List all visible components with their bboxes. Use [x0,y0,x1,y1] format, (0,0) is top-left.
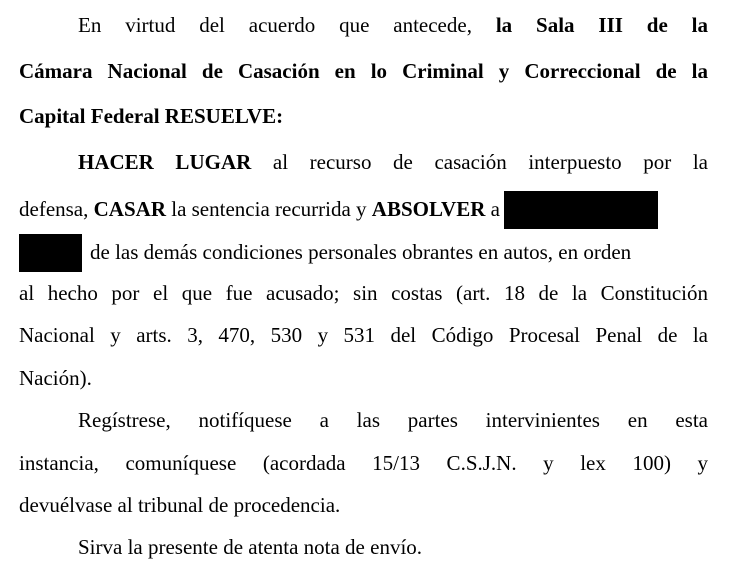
p3-line-3-text: devuélvase al tribunal de procedencia. [19,493,341,517]
p2-line-5 [19,320,708,350]
p4-line-1-text: Sirva la presente de atenta nota de envío. [78,535,423,559]
p2-line-2 [19,192,708,222]
p1-line-1-text: En virtud del acuerdo que antecede, [78,13,472,37]
p1-line-2 [19,56,708,86]
p2-line-2-b2: ABSOLVER [371,196,486,221]
p2-line-2-b1: CASAR [93,196,166,221]
p2-line-2-t2: la sentencia recurrida y [171,196,367,221]
p4-line-1 [19,532,708,562]
p1-line-2-bold: Cámara Nacional de Casación en lo Criminal y Correccional de la [19,59,708,83]
p1-line-3-bold: Capital Federal RESUELVE: [19,104,284,128]
p2-line-1-bold: HACER LUGAR [78,150,252,174]
redaction-block-name-first [504,191,658,229]
p1-line-1 [19,10,708,40]
p2-line-6-text: Nación). [19,366,92,390]
redaction-block-name-second [19,234,82,272]
p1-line-3 [19,101,708,131]
p2-line-5-text: Nacional y arts. 3, 470, 530 y 531 del Código Procesal Penal de la [19,323,708,347]
p3-line-2 [19,448,708,478]
p2-line-4 [19,278,708,308]
p3-line-3 [19,490,708,520]
p2-line-2-t3: a [490,196,500,221]
p2-line-3 [19,235,708,265]
p2-line-2-t1: defensa, [19,196,89,221]
p2-line-1-text: al recurso de casación interpuesto por la [272,150,709,174]
p2-line-1 [19,147,708,177]
p3-line-1 [19,405,708,435]
p1-line-1-bold: la Sala III de la [495,13,708,37]
p2-line-6 [19,363,708,393]
p2-line-3-text: de las demás condiciones personales obrantes en autos, en orden [90,239,632,264]
p2-line-4-text: al hecho por el que fue acusado; sin costas (art. 18 de la Constitución [19,281,708,305]
p3-line-2-text: instancia, comuníquese (acordada 15/13 C.S.J.N. y lex 100) y [19,451,708,475]
p3-line-1-text: Regístrese, notifíquese a las partes intervinientes en esta [78,408,708,432]
